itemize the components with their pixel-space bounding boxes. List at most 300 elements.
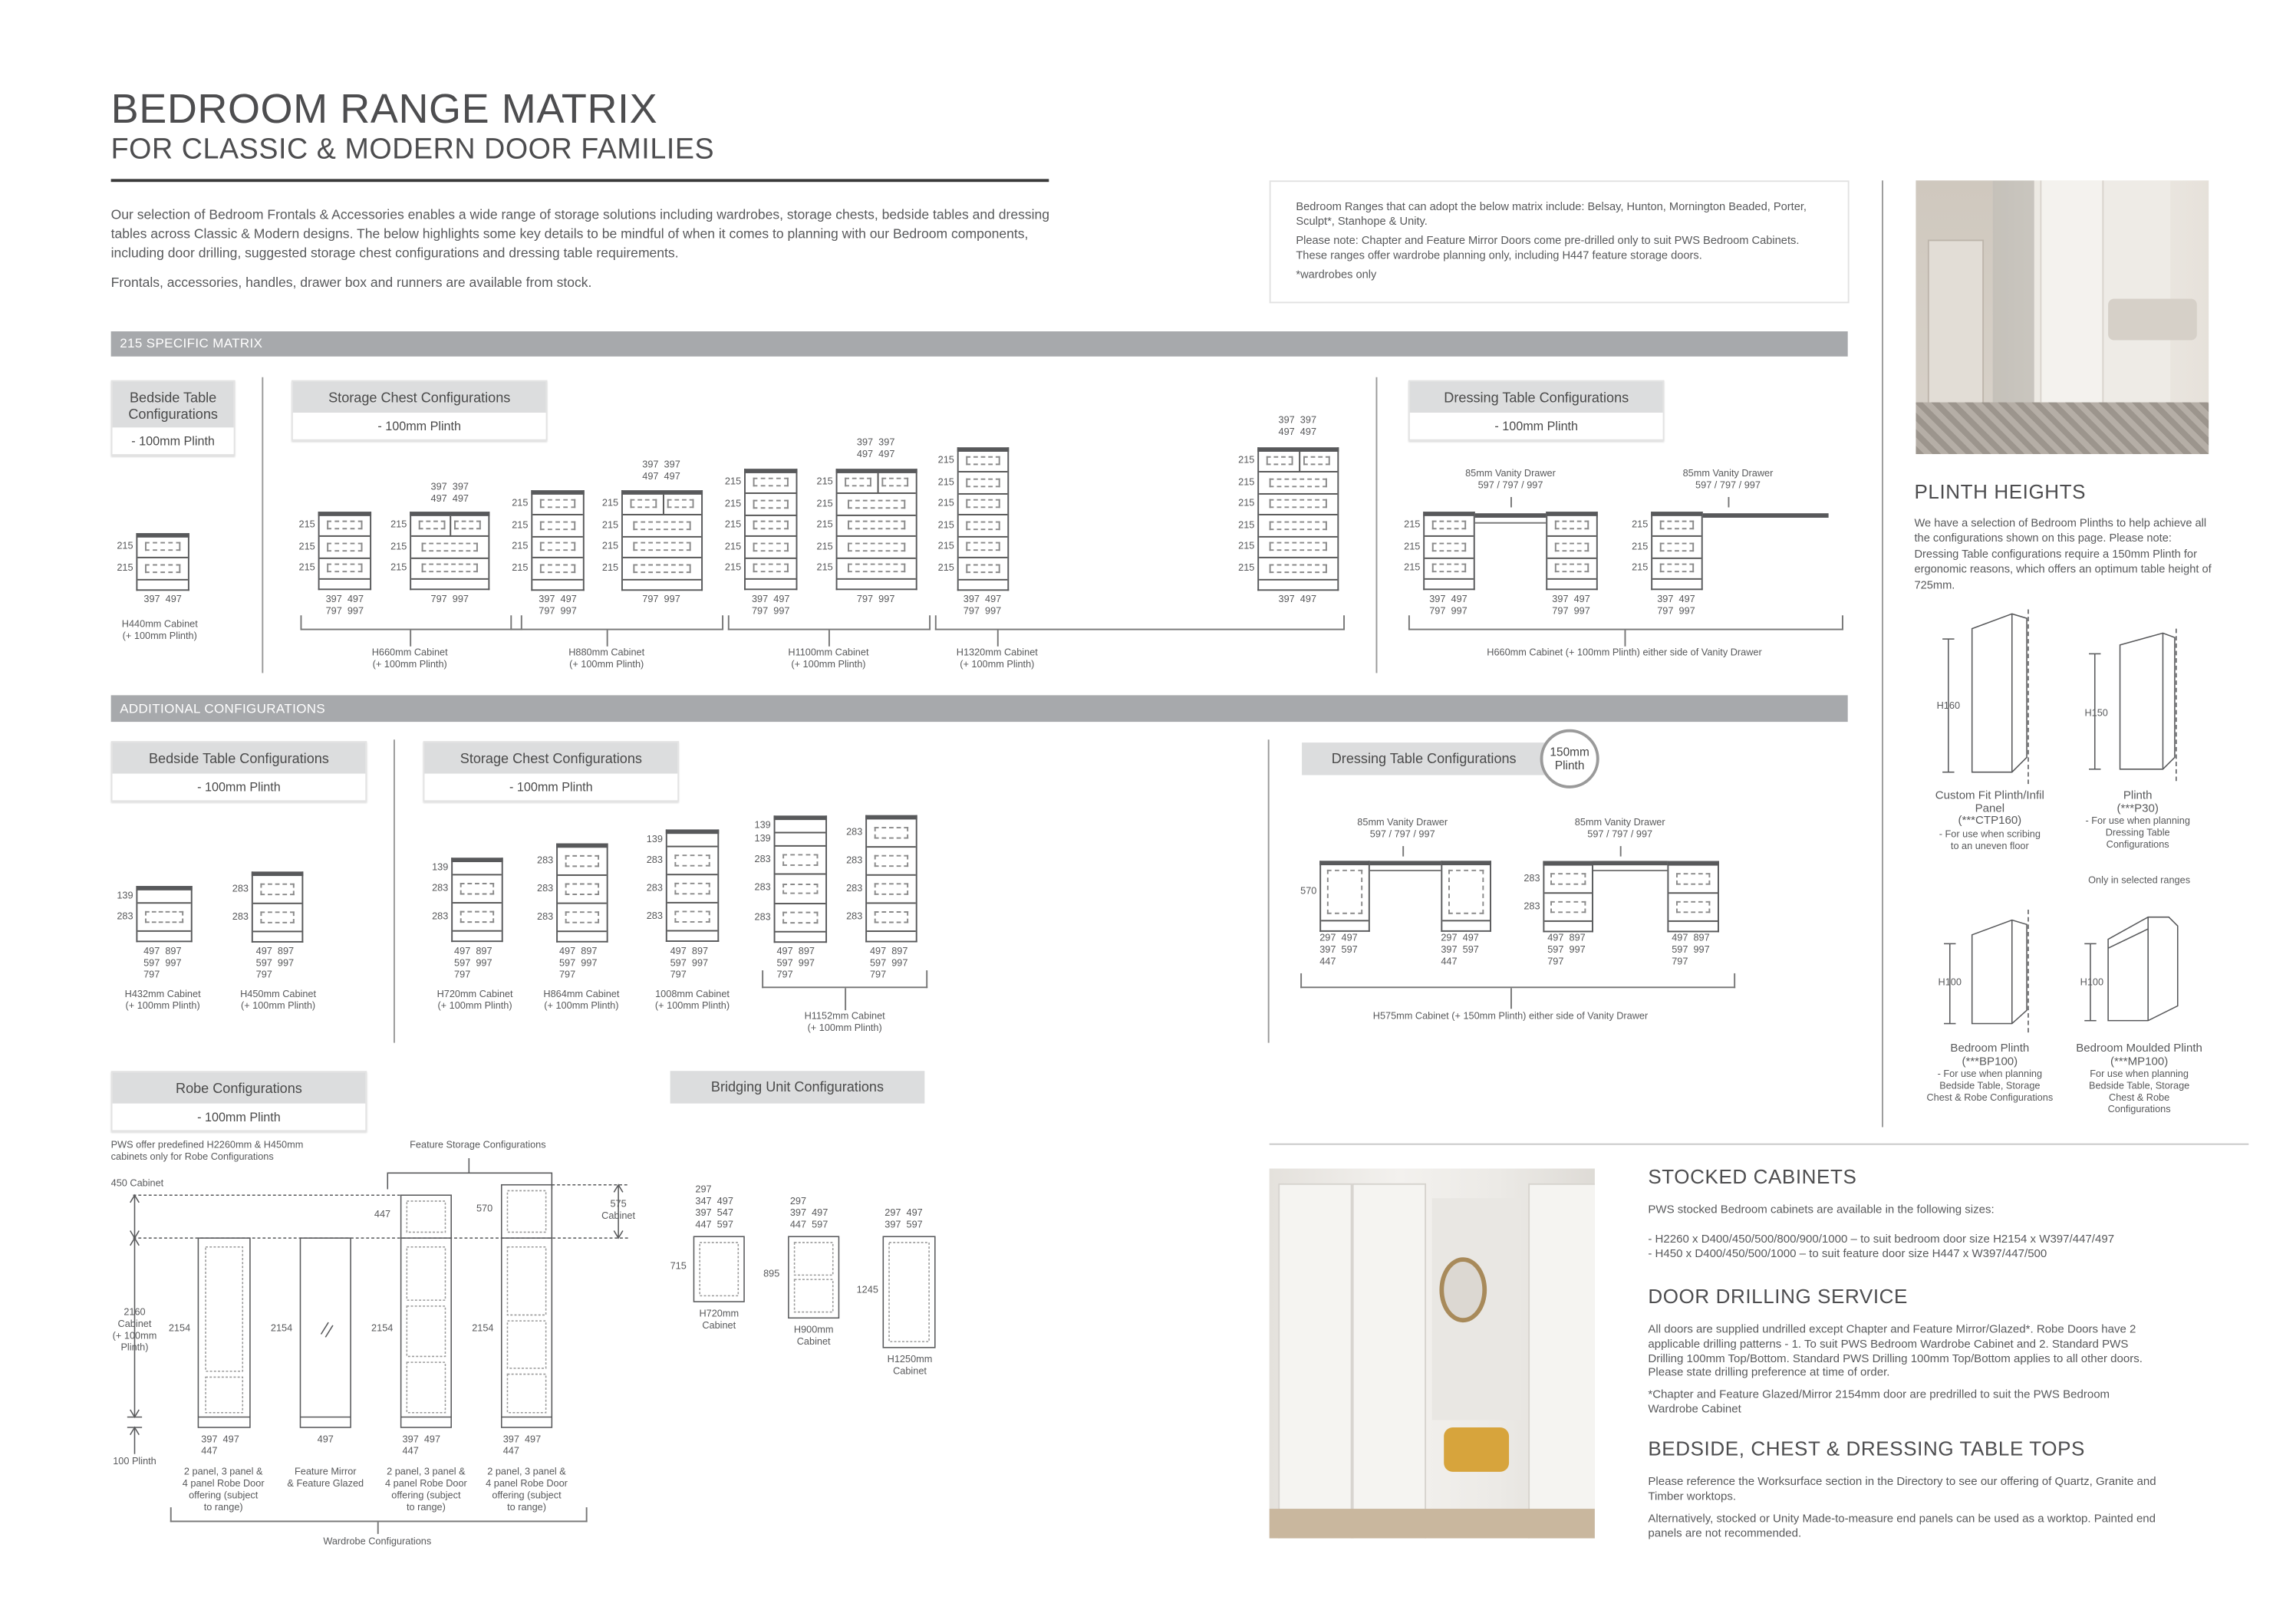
panel-outline [966, 456, 1001, 466]
cabinet-widths: 497 897 597 997 797 [776, 946, 815, 981]
dressing-215-title: Dressing Table Configurations [1410, 382, 1663, 413]
drawer-front [846, 875, 916, 904]
drawer-height-label: 215 [1404, 520, 1421, 531]
chests-add-title: Storage Chest Configurations [424, 742, 677, 773]
drawer-front [117, 537, 188, 558]
chests-add-header [423, 741, 680, 802]
dimension-2160: 2160 Cabinet (+ 100mm Plinth) [105, 1308, 164, 1355]
door-drilling-body: All doors are supplied undrilled except Chapter and Feature Mirror/Glazed*. Robe Doors have 2 applicable drilling patterns - 1. To suit PWS Bedroom Wardrobe Cabinet and 2. Standard PWS Drilling 100mm Top/Bottom. Standard PWS Drilling 100mm Top/Bottom applies to all other doors. Please state drilling preference at time of order. [1648, 1322, 2143, 1380]
group-caption: H660mm Cabinet (+ 100mm Plinth) either side of Vanity Drawer [1487, 647, 1762, 659]
robe-caption: Feature Mirror & Feature Glazed [287, 1467, 364, 1490]
drawer-height-label: 215 [816, 542, 833, 552]
drawer-height-label: 215 [1632, 563, 1649, 574]
drawer-height-label: 215 [937, 456, 954, 466]
robe-header [111, 1071, 367, 1131]
drawer-front [646, 847, 718, 875]
dimension-575: 575 Cabinet [591, 1200, 644, 1223]
drawer-height-label: 215 [512, 542, 529, 552]
drawer-height-label: 215 [298, 563, 315, 574]
panel-outline [874, 826, 909, 838]
divider [1268, 739, 1270, 1042]
panel-outline [634, 521, 690, 530]
cabinet-plinth [320, 580, 371, 589]
drawer-front [646, 904, 718, 932]
drawer-height-label: 283 [646, 884, 663, 894]
top-widths: 397 397 497 497 [642, 459, 680, 482]
drawer-front [754, 819, 826, 833]
drawer-height-label: 283 [846, 855, 863, 866]
cabinet-widths: 797 997 [856, 594, 895, 605]
page-title: BEDROOM RANGE MATRIX [110, 85, 658, 132]
drawer-front [754, 904, 826, 932]
group-bracket [762, 970, 927, 988]
drawer-front [937, 515, 1008, 537]
group-bracket [300, 615, 522, 630]
drawer-front [1238, 451, 1337, 472]
cabinet-caption: H450mm Cabinet (+ 100mm Plinth) [240, 989, 317, 1012]
ranges-list: Bedroom Ranges that can adopt the below matrix include: Belsay, Hunton, Mornington Beaded, Porter, Sculpt*, Stanhope & Unity. [1296, 199, 1807, 228]
bridging-height: 1245 [856, 1285, 878, 1296]
drawer-front [1238, 472, 1337, 494]
group-bracket [1408, 615, 1843, 630]
chest-cabinet [846, 815, 917, 943]
intro-paragraph: Our selection of Bedroom Frontals & Accessories enables a wide range of storage solutions including wardrobes, storage chests, bedside tables and dressing tables across Classic & Modern designs. The below highlights some key details to be mindful of when it comes to planning with our Bedroom components, including door drilling, suggested storage chest configurations and dressing table requirements. [110, 206, 1050, 262]
tops-p1: Please reference the Worksurface section in the Directory to see our offering of Quartz, Granite and Timber worktops. [1648, 1474, 2156, 1503]
drawer-height-label: 215 [1238, 499, 1255, 509]
panel-outline [753, 499, 789, 509]
wardrobes-footnote: *wardrobes only [1296, 268, 1377, 282]
chest-cabinet [1238, 447, 1339, 590]
plinth-caption: Custom Fit Plinth/Infil Panel (***CTP160) [1935, 788, 2044, 828]
bracket-stem [607, 630, 608, 647]
drawer-height-label: 283 [646, 911, 663, 923]
plinth-150-badge: 150mm Plinth [1540, 729, 1599, 788]
cabinet-widths: 497 897 597 997 797 [255, 946, 295, 981]
plinth-height-label: H100 [2080, 977, 2104, 989]
robe-widths: 497 [317, 1434, 334, 1446]
divider [262, 377, 263, 673]
panel-outline [1551, 900, 1585, 912]
panel-outline [1554, 542, 1589, 551]
drawer-front [937, 451, 1008, 472]
drawer-front [846, 847, 916, 875]
dressing-cabinet [1546, 512, 1597, 590]
section-bar-215: 215 SPECIFIC MATRIX [111, 331, 1848, 357]
bracket-stem [828, 630, 830, 647]
group-bracket [1300, 973, 1735, 988]
plinth-caption: Bedroom Plinth (***BP100) [1950, 1041, 2030, 1068]
cabinet-plinth [959, 580, 1008, 589]
bracket-stem [1510, 988, 1512, 1009]
bridging-widths: 297 497 397 597 [884, 1208, 923, 1231]
bridging-height: 715 [670, 1262, 687, 1272]
drawer-height-label: 139 [432, 862, 449, 874]
drawer-height-label: 283 [232, 884, 249, 894]
drawer-height-label: 215 [390, 520, 407, 531]
plinth-note: - For use when planning Dressing Table Configurations [2085, 816, 2190, 851]
panel-outline [422, 542, 477, 551]
cabinet-caption: H720mm Cabinet (+ 100mm Plinth) [436, 989, 513, 1012]
vanity-tick [1402, 846, 1404, 856]
stocked-cabinets-title: STOCKED CABINETS [1648, 1165, 1857, 1188]
chest-cabinet [537, 843, 608, 942]
robe-note: PWS offer predefined H2260mm & H450mm cabinets only for Robe Configurations [110, 1140, 304, 1163]
plinth-heights-title: PLINTH HEIGHTS [1914, 480, 2087, 503]
drawer-height-label: 215 [298, 542, 315, 552]
dressing-cabinet [1632, 512, 1702, 590]
panel-outline [1267, 456, 1293, 466]
drawer-front [754, 875, 826, 904]
door-height-label: 2154 [371, 1324, 394, 1335]
drawer-height-label: 215 [724, 563, 742, 574]
cabinet-widths: 397 497 797 997 [1657, 594, 1695, 617]
bedside-215-plinth: - 100mm Plinth [131, 433, 215, 449]
plinth-caption: Plinth (***P30) [2116, 788, 2159, 815]
drawer-height-label: 215 [937, 499, 954, 509]
panel-outline [1303, 456, 1329, 466]
panel-outline [145, 564, 181, 573]
vanity-drawer-label: 85mm Vanity Drawer 597 / 797 / 997 [1357, 818, 1448, 841]
panel-outline [1431, 564, 1467, 573]
bedside-cabinet [232, 871, 303, 942]
drawer-height-label: 215 [724, 520, 742, 531]
drawer-front [512, 494, 583, 515]
cabinet-caption: H432mm Cabinet (+ 100mm Plinth) [124, 989, 201, 1012]
drawer-front [512, 515, 583, 537]
bedside-cabinet [117, 886, 192, 942]
bracket-stem [997, 630, 999, 647]
drawer-height-label: 215 [390, 542, 407, 552]
panel-outline [1551, 873, 1585, 884]
drawer-front [390, 515, 488, 537]
plinth-caption: Bedroom Moulded Plinth (***MP100) [2076, 1041, 2202, 1068]
column-divider [1882, 180, 1883, 1127]
chests-add-plinth: - 100mm Plinth [509, 779, 593, 795]
drawer-height-label: 283 [846, 827, 863, 838]
bedroom-photo-bottom [1270, 1169, 1595, 1539]
drawer-front [537, 904, 607, 932]
drawer-height-label: 215 [816, 499, 833, 509]
group-bracket [728, 615, 931, 630]
bridging-widths: 297 347 497 397 547 447 597 [695, 1184, 733, 1231]
panel-outline [634, 542, 690, 551]
cabinet-plinth [1652, 580, 1701, 589]
group-caption: H1100mm Cabinet (+ 100mm Plinth) [788, 647, 869, 670]
drawer-height-label: 283 [1524, 901, 1540, 912]
chest-cabinet [724, 469, 797, 590]
plinth-height-label: H100 [1938, 977, 1962, 989]
cabinet-widths: 397 497 797 997 [325, 594, 364, 617]
drawer-height-label: 215 [816, 477, 833, 488]
top-widths: 397 397 497 497 [430, 482, 469, 505]
robe-caption: 2 panel, 3 panel & 4 panel Robe Door offering (subject to range) [385, 1467, 467, 1513]
group-bracket [170, 1507, 588, 1522]
panel-outline [1448, 870, 1484, 914]
chest-cabinet [816, 469, 917, 590]
group-caption: H660mm Cabinet (+ 100mm Plinth) [371, 647, 448, 670]
panel-outline [874, 911, 909, 923]
drawer-height-label: 139 [117, 891, 133, 901]
cabinet-plinth [253, 932, 302, 941]
panel-outline [966, 521, 1001, 530]
vanity-rail [1475, 522, 1547, 524]
panel-outline [419, 521, 445, 530]
panel-outline [1270, 542, 1326, 551]
cabinet-plinth [1544, 921, 1592, 930]
drawer-front [232, 904, 302, 932]
drawer-height-label: 215 [724, 477, 742, 488]
panel-outline [1270, 521, 1326, 530]
bedroom-photo-top [1916, 180, 2209, 454]
robe-widths: 397 497 447 [502, 1434, 542, 1457]
drawer-front [846, 819, 916, 848]
robe-widths: 397 497 447 [201, 1434, 239, 1457]
drawer-height-label: 215 [1238, 520, 1255, 531]
drawer-height-label: 215 [724, 542, 742, 552]
panel-outline [327, 564, 363, 573]
plinth-height-label: H160 [1936, 701, 1961, 712]
drawer-split [1298, 451, 1300, 471]
cabinet-widths: 397 497 797 997 [963, 594, 1002, 617]
vanity-drawer-label: 85mm Vanity Drawer 597 / 797 / 997 [1682, 469, 1774, 492]
robe-caption: 2 panel, 3 panel & 4 panel Robe Door offering (subject to range) [182, 1467, 265, 1513]
group-caption: H575mm Cabinet (+ 150mm Plinth) either side of Vanity Drawer [1372, 1012, 1649, 1022]
drawer-front [232, 875, 302, 904]
cabinet-plinth [623, 580, 701, 589]
drawer-front [601, 558, 701, 580]
panel-outline [565, 883, 600, 894]
panel-outline [145, 911, 183, 923]
cabinet-plinth [1321, 921, 1369, 930]
drawer-front [724, 472, 796, 494]
vanity-tick [1620, 846, 1622, 856]
feature-570-label: 570 [476, 1203, 493, 1215]
drawer-front [937, 472, 1008, 494]
drawer-front [754, 847, 826, 875]
drawer-front [1238, 558, 1337, 580]
bracket-stem [845, 988, 846, 1010]
cabinet-plinth [867, 932, 916, 941]
drawer-front [1238, 537, 1337, 558]
plinth-height-label: H150 [2084, 708, 2108, 719]
panel-outline [1327, 870, 1363, 914]
drawer-height-label: 283 [1524, 873, 1540, 884]
panel-outline [753, 564, 789, 573]
bedside-cabinet [117, 533, 189, 590]
drawer-front [390, 558, 488, 580]
predrilled-note: Please note: Chapter and Feature Mirror Doors come pre-drilled only to suit PWS Bedroom Cabinets. These ranges offer wardrobe planning only, including H447 feature storage doors. [1296, 234, 1800, 262]
drawer-split [450, 515, 451, 535]
cabinet-widths: 497 897 597 997 797 [1672, 933, 1710, 968]
drawer-front [117, 904, 190, 932]
chest-cabinet [390, 512, 489, 590]
drawer-height-label: 215 [512, 499, 529, 509]
drawer-height-label: 283 [754, 884, 771, 894]
cabinet-widths: 497 897 597 997 797 [143, 946, 182, 981]
robe-dimension-lines [127, 1158, 629, 1454]
panel-outline [539, 521, 575, 530]
drawer-front [432, 861, 502, 875]
cabinet-plinth [1425, 580, 1474, 589]
dressing-cabinet [1300, 861, 1370, 932]
drawer-height-label: 215 [512, 563, 529, 574]
drawer-height-label: 283 [432, 911, 449, 923]
drawer-height-label: 283 [846, 911, 863, 923]
panel-outline [539, 564, 575, 573]
cabinet-plinth [667, 932, 718, 941]
cabinet-plinth [746, 580, 796, 589]
cabinet-widths: 397 497 797 997 [1429, 594, 1468, 617]
drawer-front [432, 904, 502, 932]
panel-outline [1675, 873, 1711, 884]
cabinet-plinth [558, 932, 607, 941]
drawer-front [937, 558, 1008, 580]
drawer-front [724, 537, 796, 558]
divider [394, 739, 395, 1042]
drawer-front [846, 904, 916, 932]
cabinet-plinth [137, 932, 190, 941]
bedside-add-title: Bedside Table Configurations [113, 742, 366, 773]
cabinet-widths: 397 497 [1278, 594, 1317, 605]
bridging-caption: H900mm Cabinet [793, 1325, 834, 1348]
cabinet-plinth [1442, 921, 1490, 930]
drawer-height-label: 215 [937, 563, 954, 574]
cabinet-widths: 297 497 397 597 447 [1319, 933, 1358, 968]
drawer-height-label: 215 [390, 563, 407, 574]
panel-outline [454, 521, 480, 530]
title-divider [111, 179, 1049, 181]
chests-215-header [292, 380, 548, 441]
top-widths: 397 397 497 497 [856, 437, 895, 460]
vanity-drawer-label: 85mm Vanity Drawer 597 / 797 / 997 [1574, 818, 1665, 841]
bedside-215-header [111, 380, 236, 456]
cabinet-widths: 397 497 797 997 [751, 594, 790, 617]
dressing-215-plinth: - 100mm Plinth [1494, 418, 1579, 434]
cabinet-widths: 497 897 597 997 797 [869, 946, 908, 981]
drawer-front [537, 847, 607, 875]
drawer-height-label: 215 [117, 563, 133, 574]
cabinet-plinth [838, 580, 916, 589]
cabinet-door [1442, 864, 1490, 921]
wardrobe-caption: Wardrobe Configurations [323, 1536, 432, 1548]
panel-outline [1270, 499, 1326, 509]
plinth-note: - For use when planning Bedside Table, Storage Chest & Robe Configurations [1926, 1069, 2054, 1104]
cabinet-widths: 497 897 597 997 797 [1547, 933, 1586, 968]
panel-outline [782, 883, 819, 894]
chest-cabinet [432, 858, 502, 942]
dressing-cabinet [1404, 512, 1474, 590]
feature-storage-label: Feature Storage Configurations [410, 1140, 546, 1151]
panel-outline [874, 854, 909, 866]
cabinet-caption: H440mm Cabinet (+ 100mm Plinth) [121, 620, 198, 642]
panel-outline [966, 478, 1001, 487]
panel-outline [1675, 900, 1711, 912]
drawer-front [1404, 515, 1474, 537]
drawer-height-label: 215 [512, 520, 529, 531]
drawer-front [816, 558, 916, 580]
panel-outline [327, 521, 363, 530]
panel-outline [260, 883, 295, 894]
panel-outline [848, 499, 905, 509]
divider [1376, 377, 1378, 673]
drawer-front [1238, 494, 1337, 515]
dressing-cabinet [1667, 861, 1718, 932]
panel-outline [782, 911, 819, 923]
cabinet-door [1300, 864, 1369, 921]
cabinet-widths: 497 897 597 997 797 [454, 946, 492, 981]
drawer-front [1524, 865, 1592, 894]
panel-outline [460, 911, 495, 923]
drawer-height-label: 283 [232, 911, 249, 923]
drawer-height-label: 215 [1404, 542, 1421, 552]
panel-outline [565, 854, 600, 866]
panel-outline [460, 883, 495, 894]
drawer-height-label: 215 [601, 520, 619, 531]
panel-outline [1659, 542, 1695, 551]
panel-outline [674, 883, 710, 894]
dressing-add-title: Dressing Table Configurations [1331, 749, 1517, 766]
panel-outline [874, 883, 909, 894]
panel-outline [1554, 564, 1589, 573]
drawer-front [1632, 537, 1701, 558]
bedside-add-plinth: - 100mm Plinth [197, 779, 281, 795]
drawer-front [1547, 537, 1596, 558]
panel-outline [422, 564, 477, 573]
bridging-title: Bridging Unit Configurations [670, 1071, 925, 1103]
drawer-front [937, 494, 1008, 515]
door-height-label: 2154 [168, 1324, 191, 1335]
drawer-height-label: 283 [117, 911, 133, 923]
drawer-front [816, 537, 916, 558]
bridging-height: 895 [763, 1269, 780, 1280]
section-divider [1270, 1144, 2249, 1145]
group-bracket [935, 615, 1345, 630]
drawer-height-label: 215 [1238, 542, 1255, 552]
cabinet-widths: 497 897 597 997 797 [558, 946, 598, 981]
cabinet-widths: 297 497 397 597 447 [1441, 933, 1479, 968]
drawer-front [816, 515, 916, 537]
drawer-front [601, 515, 701, 537]
group-caption: H880mm Cabinet (+ 100mm Plinth) [568, 647, 645, 670]
bedside-add-header [111, 741, 367, 802]
stocked-intro: PWS stocked Bedroom cabinets are available in the following sizes: [1648, 1202, 1995, 1216]
door-drilling-title: DOOR DRILLING SERVICE [1648, 1285, 1908, 1308]
vanity-drawer-label: 85mm Vanity Drawer 597 / 797 / 997 [1465, 469, 1556, 492]
cabinet-widths: 397 497 797 997 [539, 594, 577, 617]
cabinet-widths: 497 897 597 997 797 [670, 946, 709, 981]
selected-ranges-note: Only in selected ranges [2088, 875, 2191, 887]
door-drilling-note: *Chapter and Feature Glazed/Mirror 2154mm door are predrilled to suit the PWS Bedroom Wardrobe Cabinet [1648, 1387, 2110, 1416]
top-widths: 397 397 497 497 [1278, 415, 1317, 438]
bedside-215-title: Bedside Table Configurations [113, 382, 234, 428]
cabinet-plinth [1547, 580, 1596, 589]
drawer-front [1404, 537, 1474, 558]
bracket-stem [410, 630, 411, 647]
panel-outline [848, 542, 905, 551]
intro-stock-note: Frontals, accessories, handles, drawer box and runners are available from stock. [110, 275, 592, 290]
drawer-front [724, 515, 796, 537]
cabinet-caption: H864mm Cabinet (+ 100mm Plinth) [543, 989, 620, 1012]
cabinet-widths: 397 497 [143, 594, 182, 605]
group-bracket [510, 615, 723, 630]
drawer-front [298, 558, 371, 580]
drawer-height-label: 215 [1238, 477, 1255, 488]
vanity-tick [1510, 497, 1512, 507]
feature-447-label: 447 [374, 1210, 391, 1221]
tops-title: BEDSIDE, CHEST & DRESSING TABLE TOPS [1648, 1437, 2086, 1460]
drawer-front [1238, 515, 1337, 537]
panel-outline [631, 499, 657, 509]
